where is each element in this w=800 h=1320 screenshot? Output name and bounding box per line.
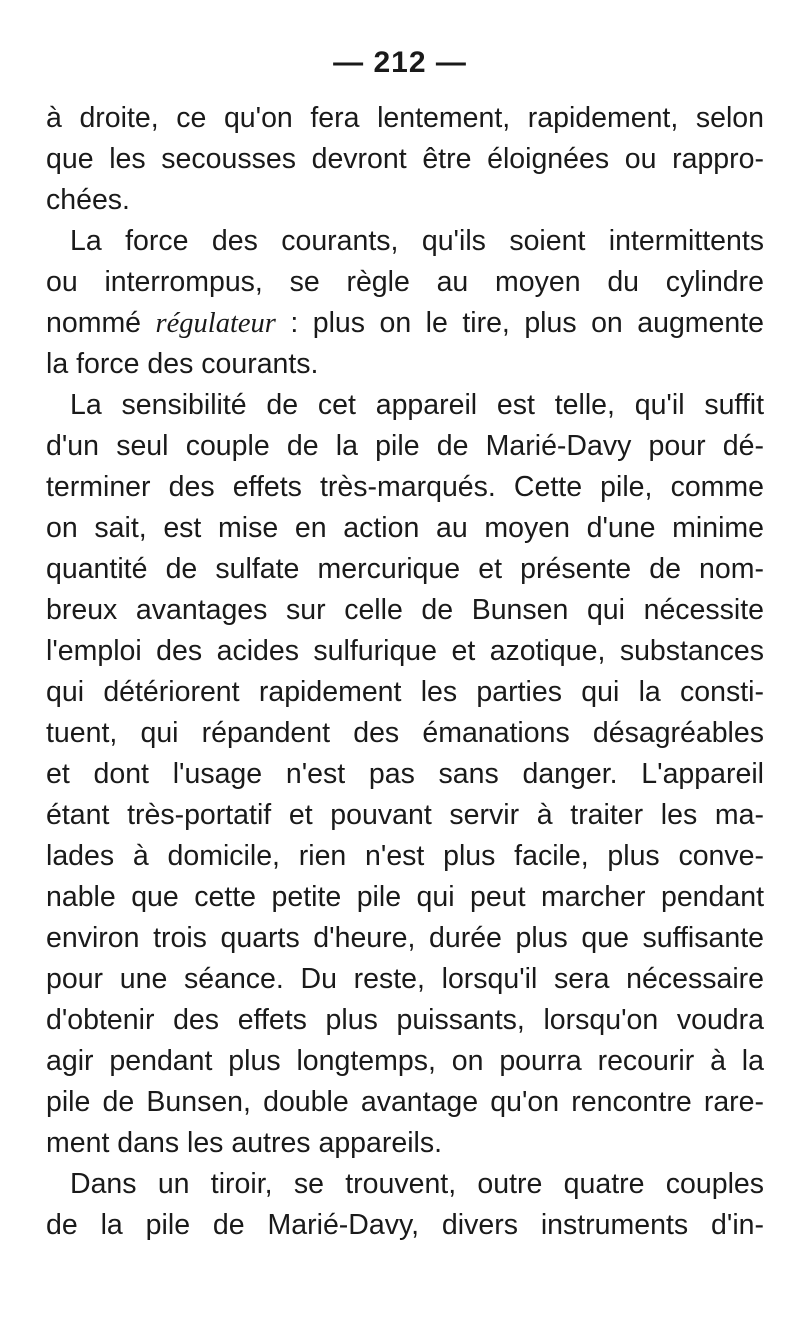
text-line-18: étant très-portatif et pouvant servir à traiter les ma- bbox=[46, 799, 764, 831]
text-line-16: tuent, qui répandent des émanations désagréables bbox=[46, 717, 764, 749]
text-line-17: et dont l'usage n'est pas sans danger. L'appareil bbox=[46, 758, 764, 790]
text-line-23: d'obtenir des effets plus puissants, lorsqu'on voudra bbox=[46, 1004, 764, 1036]
text-line-15: qui détériorent rapidement les parties qui la consti- bbox=[46, 676, 764, 708]
text-line-26: ment dans les autres appareils. bbox=[46, 1127, 443, 1159]
text-line-27: Dans un tiroir, se trouvent, outre quatre couples bbox=[70, 1168, 764, 1200]
text-line-22: pour une séance. Du reste, lorsqu'il sera nécessaire bbox=[46, 963, 764, 995]
text-line-6-b: : plus on le tire, plus on augmente bbox=[290, 307, 764, 339]
page-number: — 212 — bbox=[333, 46, 467, 79]
body-text bbox=[46, 98, 764, 1246]
text-line-5: ou interrompus, se règle au moyen du cylindre bbox=[46, 266, 764, 298]
text-line-20: nable que cette petite pile qui peut marcher pendant bbox=[46, 881, 764, 913]
text-line-24: agir pendant plus longtemps, on pourra recourir à la bbox=[46, 1045, 764, 1077]
text-line-9: d'un seul couple de la pile de Marié-Davy pour dé- bbox=[46, 430, 764, 462]
text-line-13: breux avantages sur celle de Bunsen qui nécessite bbox=[46, 594, 764, 626]
text-line-2: que les secousses devront être éloignées ou rappro- bbox=[46, 143, 764, 175]
text-line-10: terminer des effets très-marqués. Cette pile, comme bbox=[46, 471, 764, 503]
text-line-11: on sait, est mise en action au moyen d'une minime bbox=[46, 512, 764, 544]
text-line-21: environ trois quarts d'heure, durée plus que suffisante bbox=[46, 922, 764, 954]
text-line-28: de la pile de Marié-Davy, divers instruments d'in- bbox=[46, 1209, 764, 1241]
text-line-1: à droite, ce qu'on fera lentement, rapidement, selon bbox=[46, 102, 764, 134]
text-line-8: La sensibilité de cet appareil est telle, qu'il suffit bbox=[70, 389, 764, 421]
text-line-14: l'emploi des acides sulfurique et azotique, substances bbox=[46, 635, 764, 667]
text-line-6-a: nommé bbox=[46, 307, 142, 339]
emphasis-regulateur: régulateur bbox=[155, 308, 276, 339]
text-line-12: quantité de sulfate mercurique et présente de nom- bbox=[46, 553, 764, 585]
text-line-3: chées. bbox=[46, 184, 130, 216]
text-line-6 bbox=[46, 303, 764, 344]
text-line-7: la force des courants. bbox=[46, 348, 319, 380]
text-line-4: La force des courants, qu'ils soient intermittents bbox=[70, 225, 764, 257]
text-line-19: lades à domicile, rien n'est plus facile, plus conve- bbox=[46, 840, 764, 872]
text-line-25: pile de Bunsen, double avantage qu'on rencontre rare- bbox=[46, 1086, 764, 1118]
